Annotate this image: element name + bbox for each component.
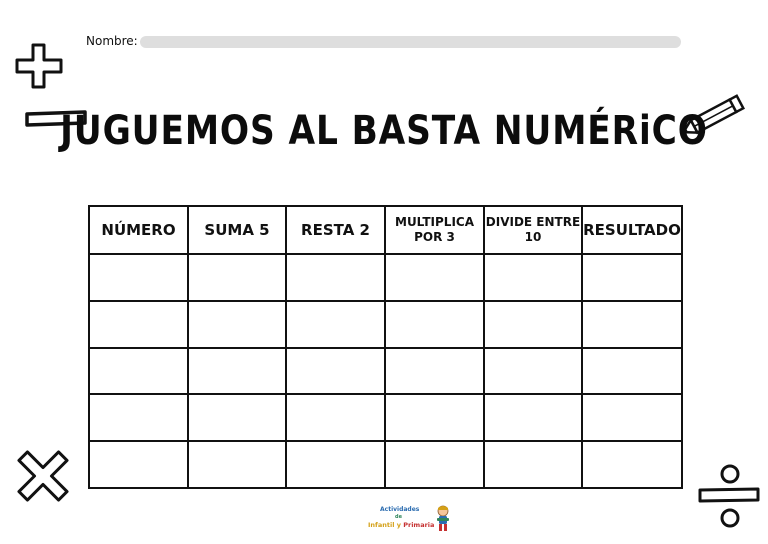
table-cell[interactable]: [286, 441, 385, 488]
table-cell[interactable]: [484, 254, 582, 301]
table-cell[interactable]: [582, 441, 682, 488]
table-cell[interactable]: [89, 301, 188, 348]
brand-logo: [368, 505, 452, 533]
table-header-row: [89, 206, 682, 254]
table-cell[interactable]: [286, 394, 385, 441]
table-row: [89, 441, 682, 488]
table-cell[interactable]: [188, 254, 286, 301]
table-row: [89, 394, 682, 441]
column-header-divide-entre-10: DIVIDE ENTRE 10: [484, 206, 582, 254]
column-header-resta-2: RESTA 2: [286, 206, 385, 254]
table-cell[interactable]: [286, 254, 385, 301]
table-row: [89, 301, 682, 348]
child-figure-icon: [434, 505, 452, 533]
basta-table: [88, 205, 683, 489]
table-cell[interactable]: [385, 301, 484, 348]
table-cell[interactable]: [89, 441, 188, 488]
table-cell[interactable]: [484, 441, 582, 488]
table-cell[interactable]: [188, 441, 286, 488]
name-field[interactable]: [140, 36, 681, 48]
column-header-multiplica-por-3: MULTIPLICA POR 3: [385, 206, 484, 254]
table-cell[interactable]: [582, 254, 682, 301]
table-cell[interactable]: [484, 301, 582, 348]
table-cell[interactable]: [582, 301, 682, 348]
table-row: [89, 348, 682, 395]
logo-text-infantil: Infantil y: [368, 521, 401, 529]
column-header-numero: NÚMERO: [89, 206, 188, 254]
table-cell[interactable]: [385, 348, 484, 395]
table-row: [89, 254, 682, 301]
times-icon: [12, 446, 74, 506]
table-cell[interactable]: [188, 348, 286, 395]
table-cell[interactable]: [188, 394, 286, 441]
column-header-resultado: RESULTADO: [582, 206, 682, 254]
page-title: JUGUEMOS AL BASTA NUMÉRiCO: [60, 108, 708, 154]
table-cell[interactable]: [385, 254, 484, 301]
logo-text-primaria: Primaria: [403, 521, 435, 529]
table-cell[interactable]: [286, 348, 385, 395]
table-cell[interactable]: [89, 394, 188, 441]
table-cell[interactable]: [582, 394, 682, 441]
column-header-suma-5: SUMA 5: [188, 206, 286, 254]
table-cell[interactable]: [484, 394, 582, 441]
logo-text-line1: Actividades: [380, 506, 420, 513]
logo-text-line2: de: [395, 514, 402, 520]
plus-icon: [14, 42, 66, 90]
table-cell[interactable]: [286, 301, 385, 348]
table-cell[interactable]: [385, 441, 484, 488]
table-cell[interactable]: [484, 348, 582, 395]
table-cell[interactable]: [385, 394, 484, 441]
table-cell[interactable]: [89, 348, 188, 395]
logo-text-line3: [368, 521, 434, 529]
name-label: Nombre:: [86, 34, 138, 48]
table-cell[interactable]: [89, 254, 188, 301]
table-cell[interactable]: [188, 301, 286, 348]
table-cell[interactable]: [582, 348, 682, 395]
divide-icon: [696, 462, 762, 530]
